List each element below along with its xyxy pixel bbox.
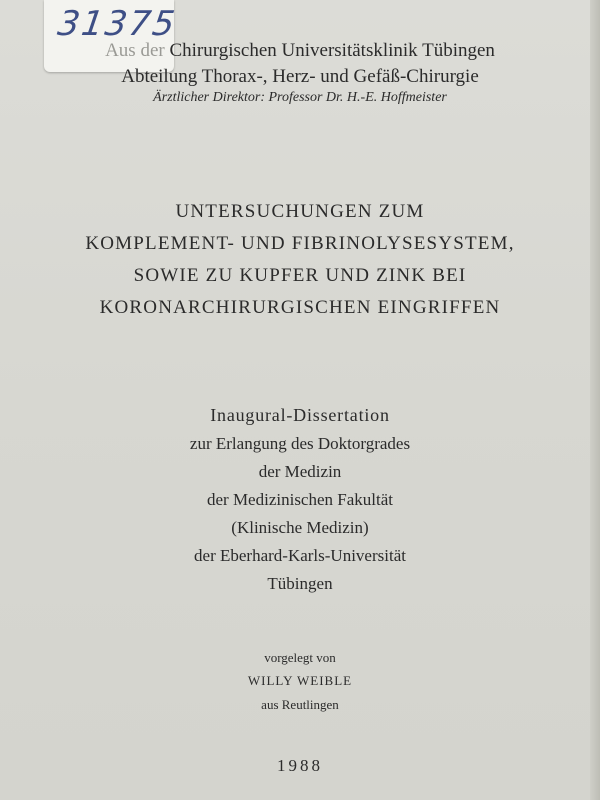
header-institution-name: Chirurgischen Universitätsklinik Tübingen <box>169 40 495 61</box>
title-line-1: UNTERSUCHUNGEN ZUM <box>175 201 425 222</box>
publication-year: 1988 <box>277 756 323 775</box>
dissertation-purpose: zur Erlangung des Doktorgrades <box>189 434 411 453</box>
header-institution <box>0 40 600 62</box>
dissertation-degree: der Medizin <box>258 462 342 481</box>
title-line-3: SOWIE ZU KUPFER UND ZINK BEI <box>133 265 467 286</box>
header-department: Abteilung Thorax-, Herz- und Gefäß-Chirurgie <box>121 66 479 87</box>
dissertation-university: der Eberhard-Karls-Universität <box>194 546 406 565</box>
title-line-4: KORONARCHIRURGISCHEN EINGRIFFEN <box>99 297 501 318</box>
title-line-2: KOMPLEMENT- UND FIBRINOLYSESYSTEM, <box>85 233 515 254</box>
header-faded-prefix: Aus der <box>105 40 170 61</box>
author-name: WILLY WEIBLE <box>247 673 353 688</box>
dissertation-city: Tübingen <box>267 574 333 593</box>
presented-by: vorgelegt von <box>264 650 336 665</box>
author-origin: aus Reutlingen <box>261 697 339 712</box>
dissertation-division: (Klinische Medizin) <box>231 518 369 537</box>
header-director: Ärztlicher Direktor: Professor Dr. H.-E. Hoffmeister <box>153 90 447 105</box>
dissertation-faculty: der Medizinischen Fakultät <box>206 490 393 509</box>
dissertation-type: Inaugural-Dissertation <box>210 405 390 425</box>
catalog-number: 31375 <box>55 4 179 44</box>
